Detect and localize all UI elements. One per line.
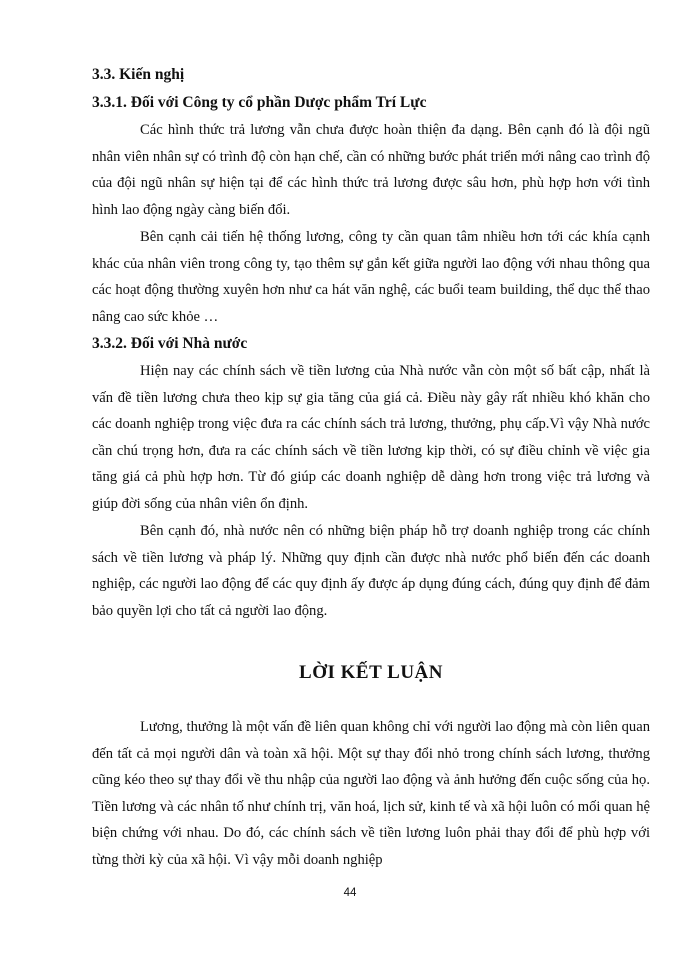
page-content <box>92 62 650 873</box>
paragraph-state-2: Bên cạnh đó, nhà nước nên có những biện pháp hỗ trợ doanh nghiệp trong các chính sách về tiền lương và pháp lý. Những quy định cần được nhà nước phổ biến đến các doanh nghiệp, các người lao động để các quy định ấy được áp dụng đúng cách, đúng quy định để đảm bảo quyền lợi cho tất cả người lao động. <box>92 523 650 619</box>
paragraph-state-1: Hiện nay các chính sách về tiền lương của Nhà nước vẫn còn một số bất cập, nhất là vấn đề tiền lương chưa theo kịp sự gia tăng của giá cả. Điều này gây rất nhiều khó khăn cho các doanh nghiệp trong việc đưa ra các chính sách trả lương, thưởng, phụ cấp.Vì vậy Nhà nước cần chú trọng hơn, đưa ra các chính sách về tiền lương kịp thời, có sự điều chỉnh về việc gia tăng giá cả phù hợp hơn. Từ đó giúp các doanh nghiệp dễ dàng hơn trong việc trả lương và giúp đời sống của nhân viên ổn định. <box>92 363 650 512</box>
subsection-heading-state: 3.3.2. Đối với Nhà nước <box>92 335 248 352</box>
paragraph-company-2: Bên cạnh cải tiến hệ thống lương, công ty cần quan tâm nhiều hơn tới các khía cạnh khác của nhân viên trong công ty, tạo thêm sự gắn kết giữa người lao động với nhau thông qua các hoạt động thường xuyên hơn như ca hát văn nghệ, các buổi team building, thể dục thể thao nâng cao sức khỏe … <box>92 229 650 325</box>
subsection-heading-company: 3.3.1. Đối với Công ty cổ phần Dược phẩm Trí Lực <box>92 94 427 111</box>
conclusion-title: LỜI KẾT LUẬN <box>299 662 443 683</box>
page-number: 44 <box>343 887 357 899</box>
section-heading: 3.3. Kiến nghị <box>92 66 185 83</box>
conclusion-paragraph: Lương, thưởng là một vấn đề liên quan không chỉ với người lao động mà còn liên quan đến tất cả mọi người dân và toàn xã hội. Một sự thay đổi nhỏ trong chính sách lương, thưởng cũng kéo theo sự thay đổi về thu nhập của người lao động và ảnh hưởng đến cuộc sống của họ. Tiền lương và các nhân tố như chính trị, văn hoá, lịch sử, kinh tế và xã hội luôn có mối quan hệ biện chứng với nhau. Do đó, các chính sách về tiền lương luôn phải thay đổi để phù hợp với từng thời kỳ của xã hội. Vì vậy mỗi doanh nghiệp <box>92 719 650 868</box>
paragraph-company-1: Các hình thức trả lương vẫn chưa được hoàn thiện đa dạng. Bên cạnh đó là đội ngũ nhân viên nhân sự có trình độ còn hạn chế, cần có những bước phát triển mới nâng cao trình độ của đội ngũ nhân sự hiện tại để các hình thức trả lương được sâu hơn, phù hợp hơn với tình hình lao động ngày càng biến đổi. <box>92 122 650 218</box>
